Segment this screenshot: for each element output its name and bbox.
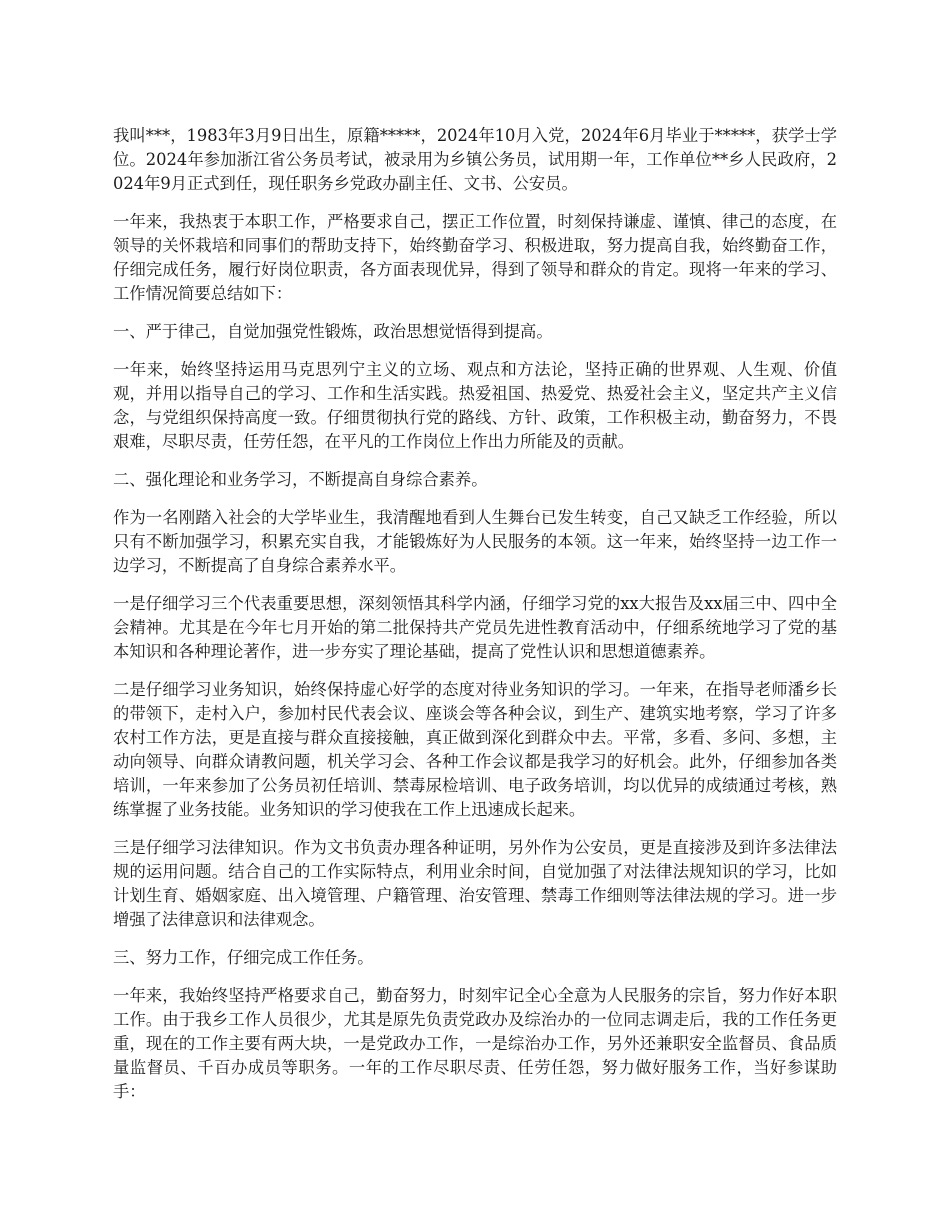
- summary-paragraph: 一年来，我热衷于本职工作，严格要求自己，摆正工作位置，时刻保持谦虚、谨慎、律己的态度，在领导的关怀栽培和同事们的帮助支持下，始终勤奋学习、积极进取，努力提高自我，始终勤奋工作，仔细完成任务，履行好岗位职责，各方面表现优异，得到了领导和群众的肯定。现将一年来的学习、工作情况简要总结如下：: [113, 212, 837, 303]
- body-paragraph: 二是仔细学习业务知识，始终保持虚心好学的态度对待业务知识的学习。一年来，在指导老师潘乡长的带领下，走村入户，参加村民代表会议、座谈会等各种会议，到生产、建筑实地考察，学习了许多农村工作方法，更是直接与群众直接接触，真正做到深化到群众中去。平常，多看、多问、多想，主动向领导、向群众请教问题，机关学习会、各种工作会议都是我学习的好机会。此外，仔细参加各类培训，一年来参加了公务员初任培训、禁毒尿检培训、电子政务培训，均以优异的成绩通过考核，熟练掌握了业务技能。业务知识的学习使我在工作上迅速成长起来。: [113, 680, 837, 819]
- body-paragraph: 一年来，我始终坚持严格要求自己，勤奋努力，时刻牢记全心全意为人民服务的宗旨，努力作好本职工作。由于我乡工作人员很少，尤其是原先负责党政办及综治办的一位同志调走后，我的工作任务更重，现在的工作主要有两大块，一是党政办工作，一是综治办工作，另外还兼职安全监督员、食品质量监督员、千百办成员等职务。一年的工作尽职尽责、任劳任怨，努力做好服务工作，当好参谋助手：: [113, 986, 837, 1101]
- section-heading-3: 三、努力工作，仔细完成工作任务。: [113, 948, 374, 967]
- section-heading-2: 二、强化理论和业务学习，不断提高自身综合素养。: [113, 470, 488, 489]
- section-heading-1: 一、严于律己，自觉加强党性锻炼，政治思想觉悟得到提高。: [113, 322, 553, 341]
- body-paragraph: 一年来，始终坚持运用马克思列宁主义的立场、观点和方法论，坚持正确的世界观、人生观、价值观，并用以指导自己的学习、工作和生活实践。热爱祖国、热爱党、热爱社会主义，坚定共产主义信念，与党组织保持高度一致。仔细贯彻执行党的路线、方针、政策，工作积极主动，勤奋努力，不畏艰难，尽职尽责，任劳任怨，在平凡的工作岗位上作出力所能及的贡献。: [113, 360, 837, 451]
- body-paragraph: 作为一名刚踏入社会的大学毕业生，我清醒地看到人生舞台已发生转变，自己又缺乏工作经验，所以只有不断加强学习，积累充实自我，才能锻炼好为人民服务的本领。这一年来，始终坚持一边工作一边学习，不断提高了自身综合素养水平。: [113, 508, 837, 575]
- body-paragraph: 三是仔细学习法律知识。作为文书负责办理各种证明，另外作为公安员，更是直接涉及到许多法律法规的运用问题。结合自己的工作实际特点，利用业余时间，自觉加强了对法律法规知识的学习，比如计划生育、婚姻家庭、出入境管理、户籍管理、治安管理、禁毒工作细则等法律法规的学习。进一步增强了法律意识和法律观念。: [113, 838, 837, 929]
- body-paragraph: 一是仔细学习三个代表重要思想，深刻领悟其科学内涵，仔细学习党的xx大报告及xx届三中、四中全会精神。尤其是在今年七月开始的第二批保持共产党员先进性教育活动中，仔细系统地学习了党的基本知识和各种理论著作，进一步夯实了理论基础，提高了党性认识和思想道德素养。: [113, 594, 837, 661]
- intro-paragraph: 我叫***，1983年3月9日出生，原籍*****，2024年10月入党，2024年6月毕业于*****，获学士学位。2024年参加浙江省公务员考试，被录用为乡镇公务员，试用期一年，工作单位**乡人民政府，2024年9月正式到任，现任职务乡党政办副主任、文书、公安员。: [113, 126, 837, 193]
